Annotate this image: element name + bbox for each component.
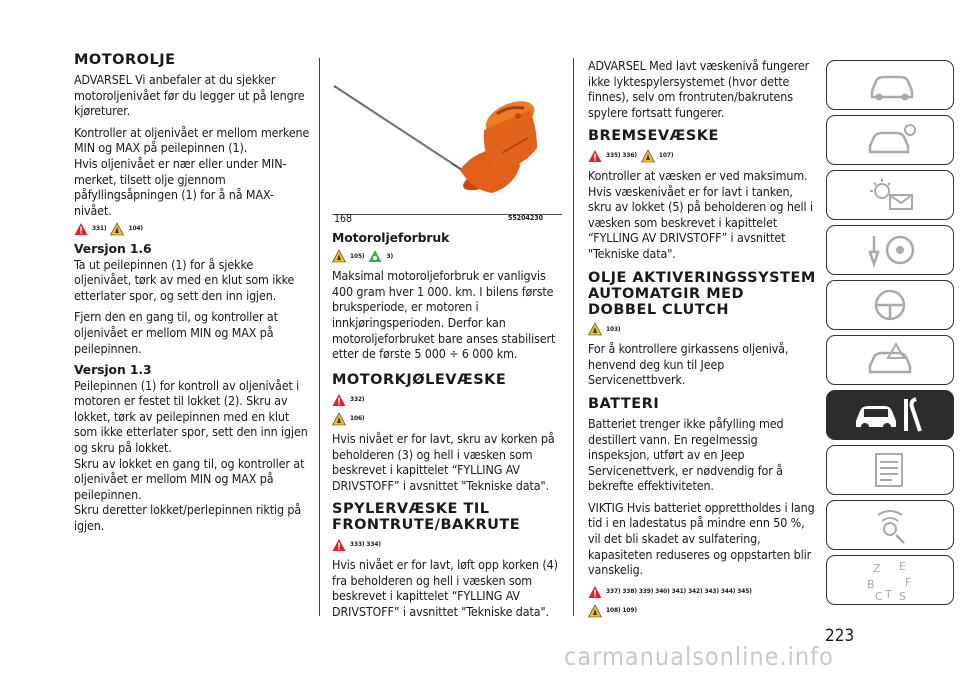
- reference-row: [74, 221, 310, 237]
- car-wrench-icon: [850, 393, 930, 437]
- paragraph: Kontroller at oljenivået er mellom merkene MIN og MAX på peilepinnen (1).: [74, 124, 310, 156]
- paragraph: Kontroller at væsken er ved maksimum. Hvis væskenivået er for lavt i tanken, skru av lokket (5) på beholderen og hell i væsken som beskrevet i kapittelet “FYLLING AV DRIVSTOFF” i avsnittet "Tekniske data".: [588, 167, 813, 261]
- column-divider: [573, 58, 574, 616]
- section-title-coolant: MOTORKJØLEVÆSKE: [332, 371, 507, 388]
- tab-car-info[interactable]: [826, 60, 954, 110]
- subsection-title: Versjon 1.6: [74, 240, 152, 256]
- reference-number: 108) 109): [606, 606, 637, 615]
- tab-multimedia[interactable]: [826, 500, 954, 550]
- steering-safety-icon: [860, 230, 920, 270]
- reference-row: [332, 249, 562, 265]
- warning-triangle-icon: [332, 393, 346, 407]
- reference-row: [588, 148, 818, 164]
- paragraph: Hvis nivået er for lavt, skru av korken på beholderen (3) og hell i væsken som beskrevet i kapittelet “FYLLING AV DRIVSTOFF” i avsnittet "Tekniske data".: [332, 430, 555, 493]
- tab-technical-data[interactable]: [826, 445, 954, 495]
- reference-row: [332, 411, 562, 427]
- section-title-washer: SPYLERVÆSKE TIL FRONTRUTE/BAKRUTE: [332, 501, 521, 534]
- column-consumption-fluids: [332, 230, 562, 625]
- paragraph: Batteriet trenger ikke påfylling med destillert vann. En regelmessig inspeksjon, utført av en Jeep Servicenettverk, er nødvendig for å bekrefte effektiviteten.: [588, 415, 784, 494]
- warning-paragraph: ADVARSEL Vi anbefaler at du sjekker motoroljenivået før du legger ut på lengre kjøreturer.: [74, 72, 305, 119]
- reference-number: 335) 336): [606, 151, 637, 160]
- tab-driving[interactable]: [826, 280, 954, 330]
- warning-triangle-icon: [588, 585, 602, 599]
- dashboard-car-icon: [860, 120, 920, 160]
- reference-number: 337) 338) 339) 340) 341) 342) 343) 344) 345): [606, 586, 752, 595]
- paragraph: For å kontrollere girkassens oljenivå, henvend deg kun til Jeep Servicenettbverk.: [588, 341, 789, 388]
- caution-triangle-icon: [588, 322, 602, 336]
- emergency-car-icon: [860, 340, 920, 380]
- reference-number: 105): [350, 251, 365, 260]
- reference-number: 106): [350, 414, 365, 423]
- tab-dashboard[interactable]: [826, 115, 954, 165]
- reference-row: [332, 537, 562, 553]
- reference-number: 107): [658, 151, 674, 160]
- index-letter: C: [875, 590, 883, 602]
- reference-number: 3): [386, 251, 394, 260]
- index-letter: Z: [873, 562, 881, 575]
- environment-triangle-icon: [368, 249, 382, 263]
- warning-triangle-icon: [588, 149, 602, 163]
- section-title-motorolje: MOTOROLJE: [74, 52, 176, 68]
- section-title-battery: BATTERI: [588, 395, 660, 412]
- caution-triangle-icon: [332, 412, 346, 426]
- paragraph: Hvis oljenivået er nær eller under MIN-merket, tilsett olje gjennom påfyllingsåpningen (1) for å nå MAX-nivået.: [74, 155, 287, 218]
- caution-triangle-icon: [641, 149, 655, 163]
- paragraph: VIKTIG Hvis batteriet opprettholdes i lang tid i en ladestatus på mindre enn 50 %, vil det bli skadet av sulfatering, kapasiteten reduseres og oppstarten blir vanskelig.: [588, 499, 815, 578]
- index-letter: E: [899, 560, 906, 573]
- tab-index[interactable]: [826, 555, 954, 605]
- subsection-title: Motoroljeforbruk: [332, 230, 450, 245]
- tab-safety[interactable]: [826, 225, 954, 275]
- reference-row: [332, 392, 562, 408]
- warning-paragraph: ADVARSEL Med lavt væskenivå fungerer ikke lyktespylersystemet (hvor dette finnes), selv om frontruten/bakrutens spylere fortsatt fungerer.: [588, 58, 810, 120]
- index-letter: S: [899, 590, 906, 602]
- index-letters-icon: [855, 558, 925, 602]
- reference-number: 331): [92, 224, 107, 233]
- section-title-gearbox-oil: OLJE AKTIVERINGSSYSTEM AUTOMATGIR MED DOBBEL CLUTCH: [588, 269, 816, 318]
- paragraph: Skru deretter lokket/perlepinnen riktig på igjen.: [74, 502, 302, 534]
- document-list-icon: [860, 450, 920, 490]
- watermark: carmanualsonline.info: [564, 642, 834, 671]
- page-number: 223: [825, 626, 855, 646]
- oil-dipstick-image: [332, 58, 562, 212]
- multimedia-icon: [860, 505, 920, 545]
- lights-mail-icon: [860, 175, 920, 215]
- paragraph: Skru av lokket en gang til, og kontroller at oljenivået er mellom MIN og MAX på peilepinnen.: [74, 455, 305, 502]
- tab-maintenance-active[interactable]: [826, 390, 954, 440]
- index-letter: B: [867, 578, 875, 591]
- tab-emergency[interactable]: [826, 335, 954, 385]
- reference-row: [588, 584, 818, 600]
- subsection-title: Versjon 1.3: [74, 362, 152, 378]
- section-title-brake: BREMSEVÆSKE: [588, 128, 719, 145]
- column-divider: [319, 58, 320, 616]
- reference-number: 103): [606, 324, 621, 333]
- caution-triangle-icon: [332, 249, 346, 263]
- reference-row: [588, 322, 818, 338]
- reference-number: 104): [128, 224, 143, 233]
- figure-code: 55204230: [508, 214, 544, 222]
- warning-triangle-icon: [332, 538, 346, 552]
- reference-number: 333) 334): [350, 540, 381, 549]
- column-brake-battery: [588, 58, 818, 623]
- paragraph: Maksimal motoroljeforbruk er vanligvis 400 gram hver 1 000. km. I bilens første bruksperiode, er motoren i innkjøringsperioden. Derfor kan motoroljeforbruket bare anses stabilisert etter de første 5 000 ÷ 6 000 km.: [332, 268, 556, 362]
- paragraph: Hvis nivået er for lavt, løft opp korken (4) fra beholderen og hell i væsken som beskrevet i kapittelet “FYLLING AV DRIVSTOFF” i avsnittet "Tekniske data".: [332, 556, 558, 619]
- caution-triangle-icon: [588, 604, 602, 618]
- index-letter: T: [885, 588, 892, 601]
- paragraph: Fjern den en gang til, og kontroller at oljenivået er mellom MIN og MAX på peilepinnen.: [74, 309, 278, 356]
- warning-triangle-icon: [74, 222, 88, 236]
- caution-triangle-icon: [110, 222, 124, 236]
- column-motor-oil: [74, 52, 310, 534]
- figure-number: 168: [334, 213, 353, 225]
- index-letter: F: [905, 576, 912, 589]
- multimedia-icon: [860, 285, 920, 325]
- reference-row: [588, 603, 818, 619]
- paragraph: Ta ut peilepinnen (1) for å sjekke oljenivået, tørk av med en klut som ikke etterlater spor, og sett den inn igjen.: [74, 256, 295, 303]
- paragraph: Peilepinnen (1) for kontroll av oljenivået i motoren er festet til lokket (2). Skru av lokket, tørk av peilepinnen med en klut som ikke etterlater spor, sett den inn igjen og skru på lokket.: [74, 377, 308, 456]
- reference-number: 332): [350, 394, 365, 403]
- tab-lights[interactable]: [826, 170, 954, 220]
- car-info-icon: [860, 65, 920, 105]
